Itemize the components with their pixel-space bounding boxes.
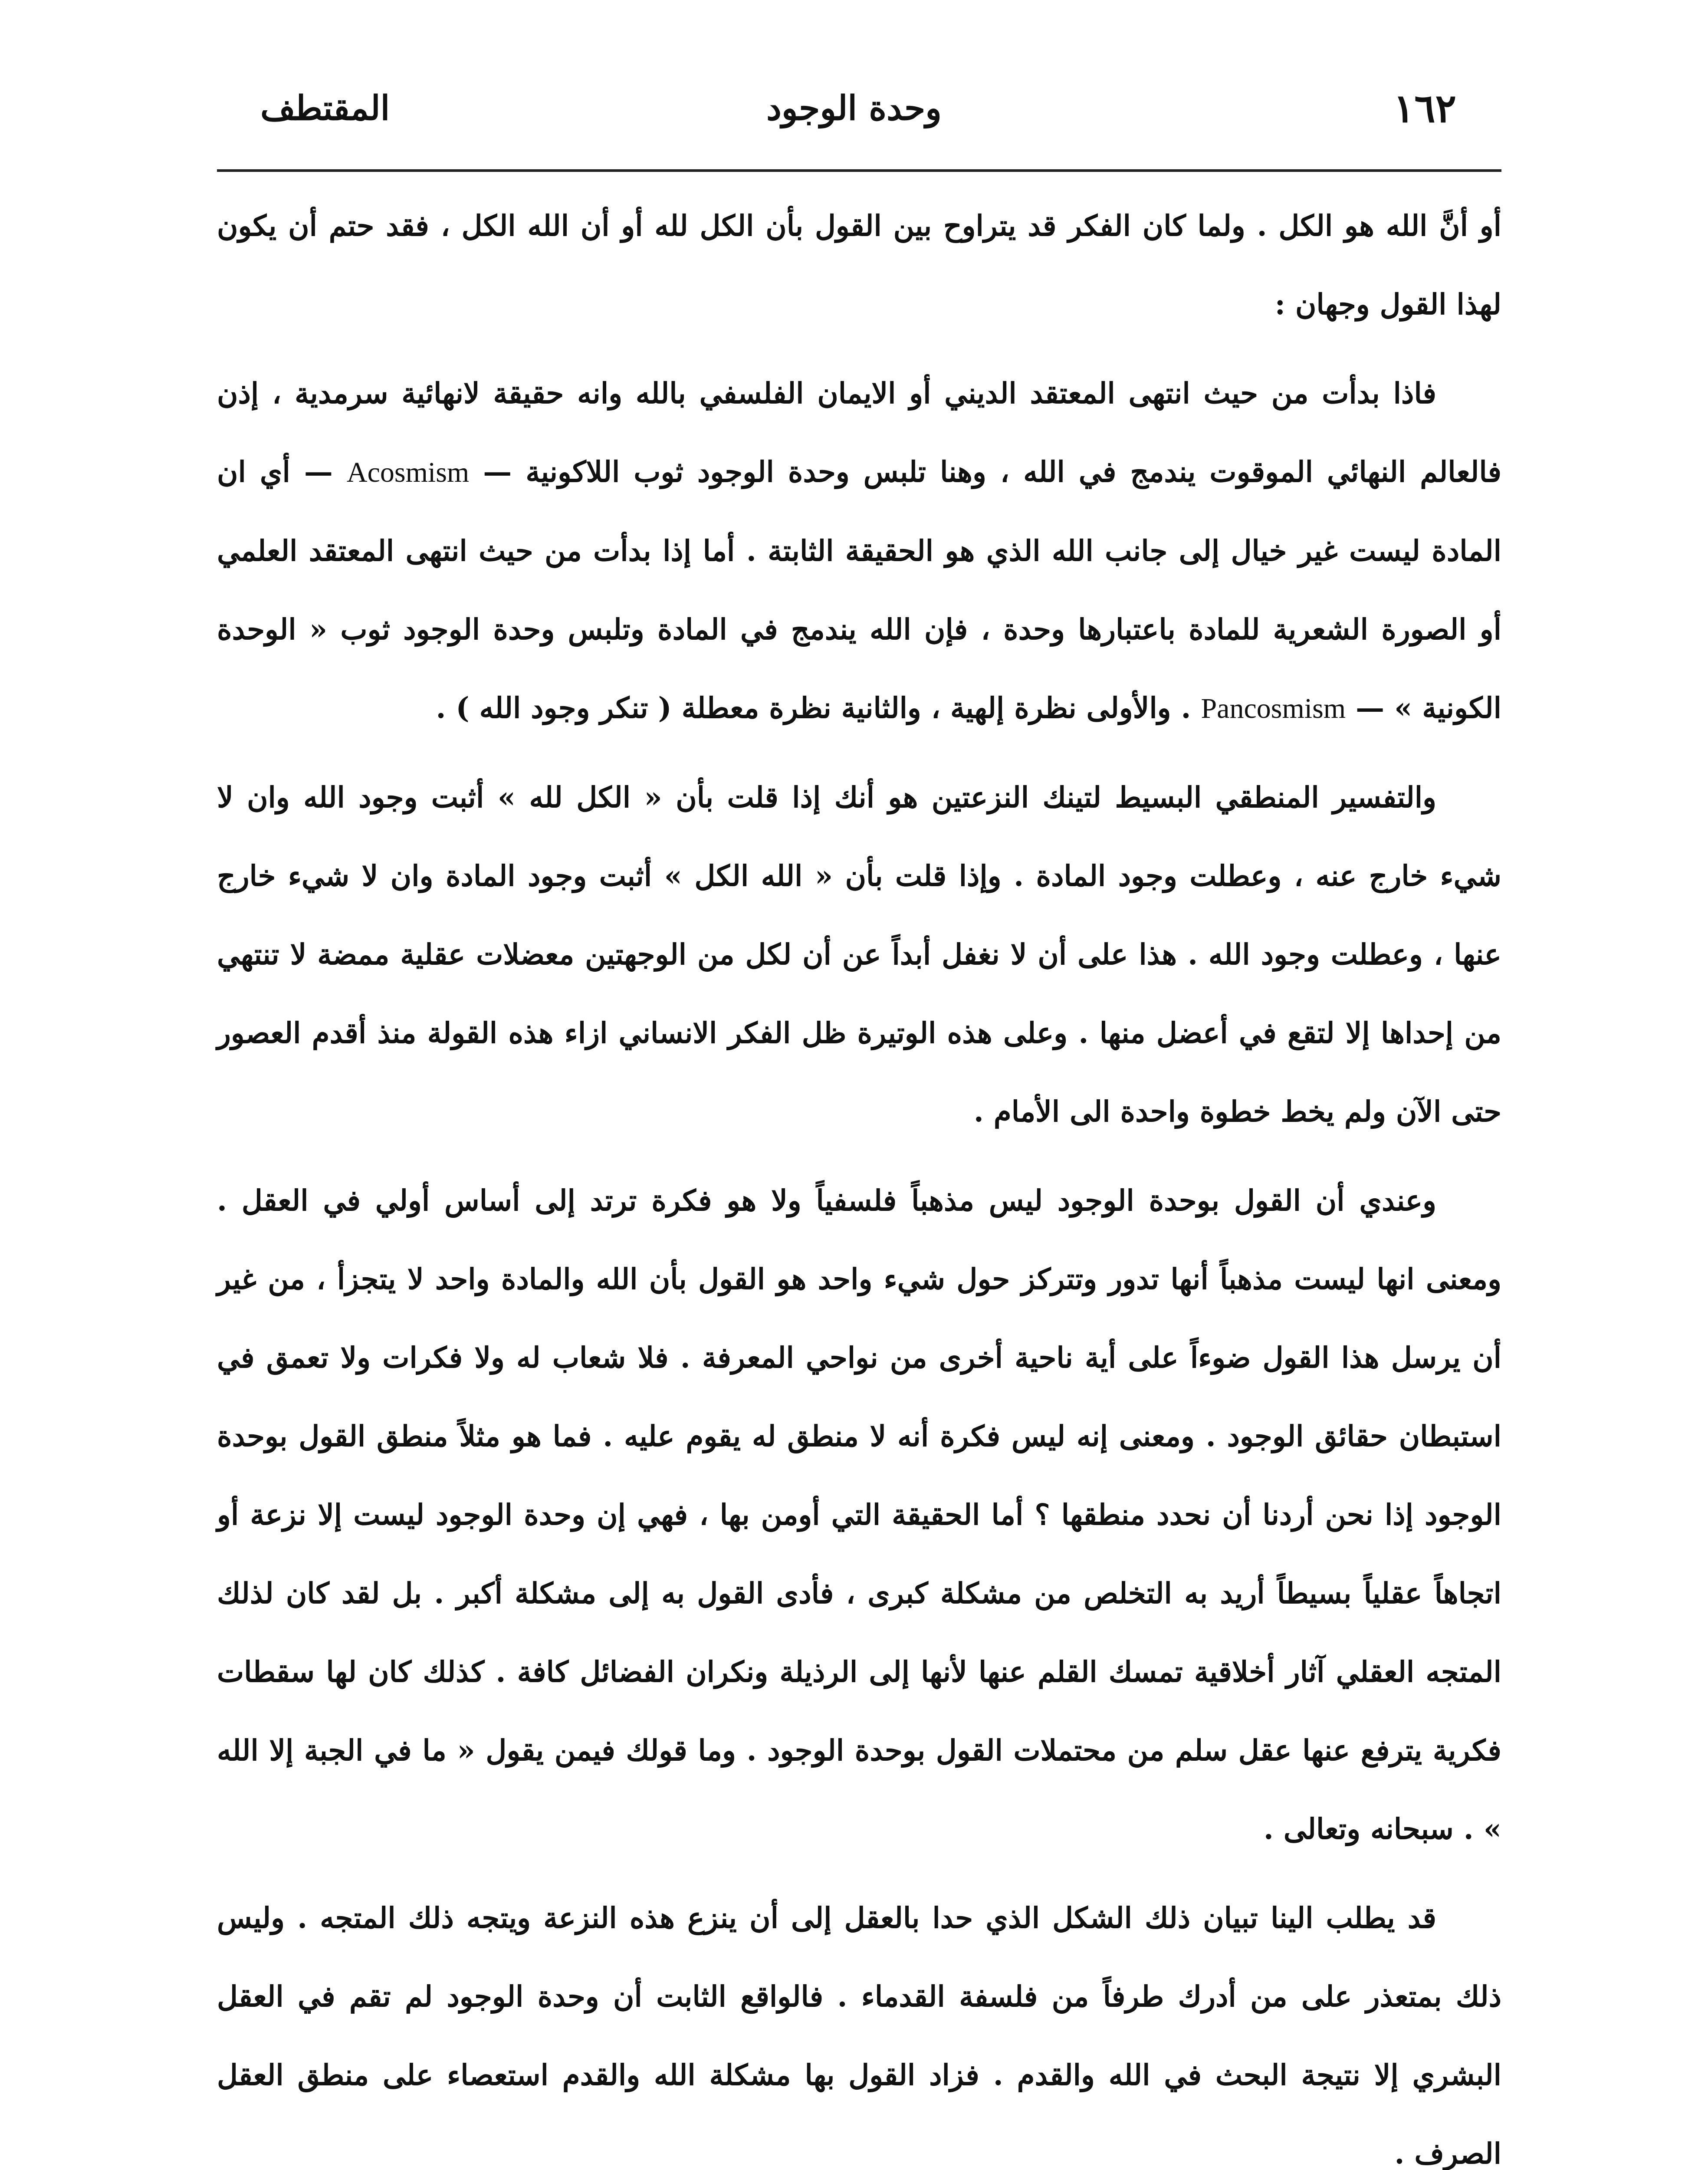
- term-acosmism: Acosmism: [346, 457, 470, 488]
- paragraph-2: [217, 354, 1501, 748]
- paragraph-5: قد يطلب الينا تبيان ذلك الشكل الذي حدا بالعقل إلى أن ينزع هذه النزعة ويتجه ذلك المتجه . وليس ذلك بمتعذر على من أدرك طرفاً من فلسفة القدماء . فالواقع الثابت أن وحدة الوجود لم تقم في العقل البشري إلا نتيجة البحث في الله والقدم . فزاد القول بها مشكلة الله والقدم استعصاء على منطق العقل الصرف .: [217, 1901, 1501, 2170]
- page-number: ١٦٢: [1393, 85, 1456, 132]
- journal-title: المقتطف: [260, 89, 390, 128]
- paragraph-3: والتفسير المنطقي البسيط لتينك النزعتين هو أنك إذا قلت بأن « الكل لله » أثبت وجود الله وان لا شيء خارج عنه ، وعطلت وجود المادة . وإذا قلت بأن « الله الكل » أثبت وجود المادة وان لا شيء خارج عنها ، وعطلت وجود الله . هذا على أن لا نغفل أبداً عن أن لكل من الوجهتين معضلات عقلية ممضة لا تنتهي من إحداها إلا لتقع في أعضل منها . وعلى هذه الوتيرة ظل الفكر الانساني ازاء هذه القولة منذ أقدم العصور حتى الآن ولم يخط خطوة واحدة الى الأمام .: [217, 780, 1501, 1128]
- article-title: وحدة الوجود: [766, 89, 942, 128]
- paragraph-2-text-c: . والأولى نظرة إلهية ، والثانية نظرة معطلة ( تنكر وجود الله ) .: [436, 691, 1201, 725]
- term-pancosmism: Pancosmism: [1201, 693, 1346, 724]
- running-header: [217, 82, 1491, 135]
- header-rule: [217, 169, 1501, 172]
- article-body: [217, 187, 1501, 2170]
- paragraph-2-text-b: — أي ان المادة ليست غير خيال إلى جانب الله الذي هو الحقيقة الثابتة . أما إذا بدأت من حيث انتهى المعتقد العلمي أو الصورة الشعرية للمادة باعتبارها وحدة ، فإن الله يندمج في المادة وتلبس وحدة الوجود ثوب « الوحدة الكونية » —: [217, 455, 1501, 725]
- paragraph-4: وعندي أن القول بوحدة الوجود ليس مذهباً فلسفياً ولا هو فكرة ترتد إلى أساس أولي في العقل . ومعنى انها ليست مذهباً أنها تدور وتتركز حول شيء واحد هو القول بأن الله والمادة واحد لا يتجزأ ، من غير أن يرسل هذا القول ضوءاً على أية ناحية أخرى من نواحي المعرفة . فلا شعاب له ولا فكرات ولا تعمق في استبطان حقائق الوجود . ومعنى إنه ليس فكرة أنه لا منطق له يقوم عليه . فما هو مثلاً منطق القول بوحدة الوجود إذا نحن أردنا أن نحدد منطقها ؟ أما الحقيقة التي أومن بها ، فهي إن وحدة الوجود ليست إلا نزعة أو اتجاهاً عقلياً بسيطاً أريد به التخلص من مشكلة كبرى ، فأدى القول به إلى مشكلة أكبر . بل لقد كان لذلك المتجه العقلي آثار أخلاقية تمسك القلم عنها لأنها إلى الرذيلة ونكران الفضائل كافة . كذلك كان لها سقطات فكرية يترفع عنها عقل سلم من محتملات القول بوحدة الوجود . وما قولك فيمن يقول « ما في الجبة إلا الله » . سبحانه وتعالى .: [217, 1184, 1501, 1846]
- paragraph-2-text-a: فاذا بدأت من حيث انتهى المعتقد الديني أو الايمان الفلسفي بالله وانه حقيقة لانهائية سرمدية ، إذن فالعالم النهائي الموقوت يندمج في الله ، وهنا تلبس وحدة الوجود ثوب اللاكونية —: [217, 376, 1502, 489]
- paragraph-1: أو أنَّ الله هو الكل . ولما كان الفكر قد يتراوح بين القول بأن الكل لله أو أن الله الكل ، فقد حتم أن يكون لهذا القول وجهان :: [217, 209, 1501, 321]
